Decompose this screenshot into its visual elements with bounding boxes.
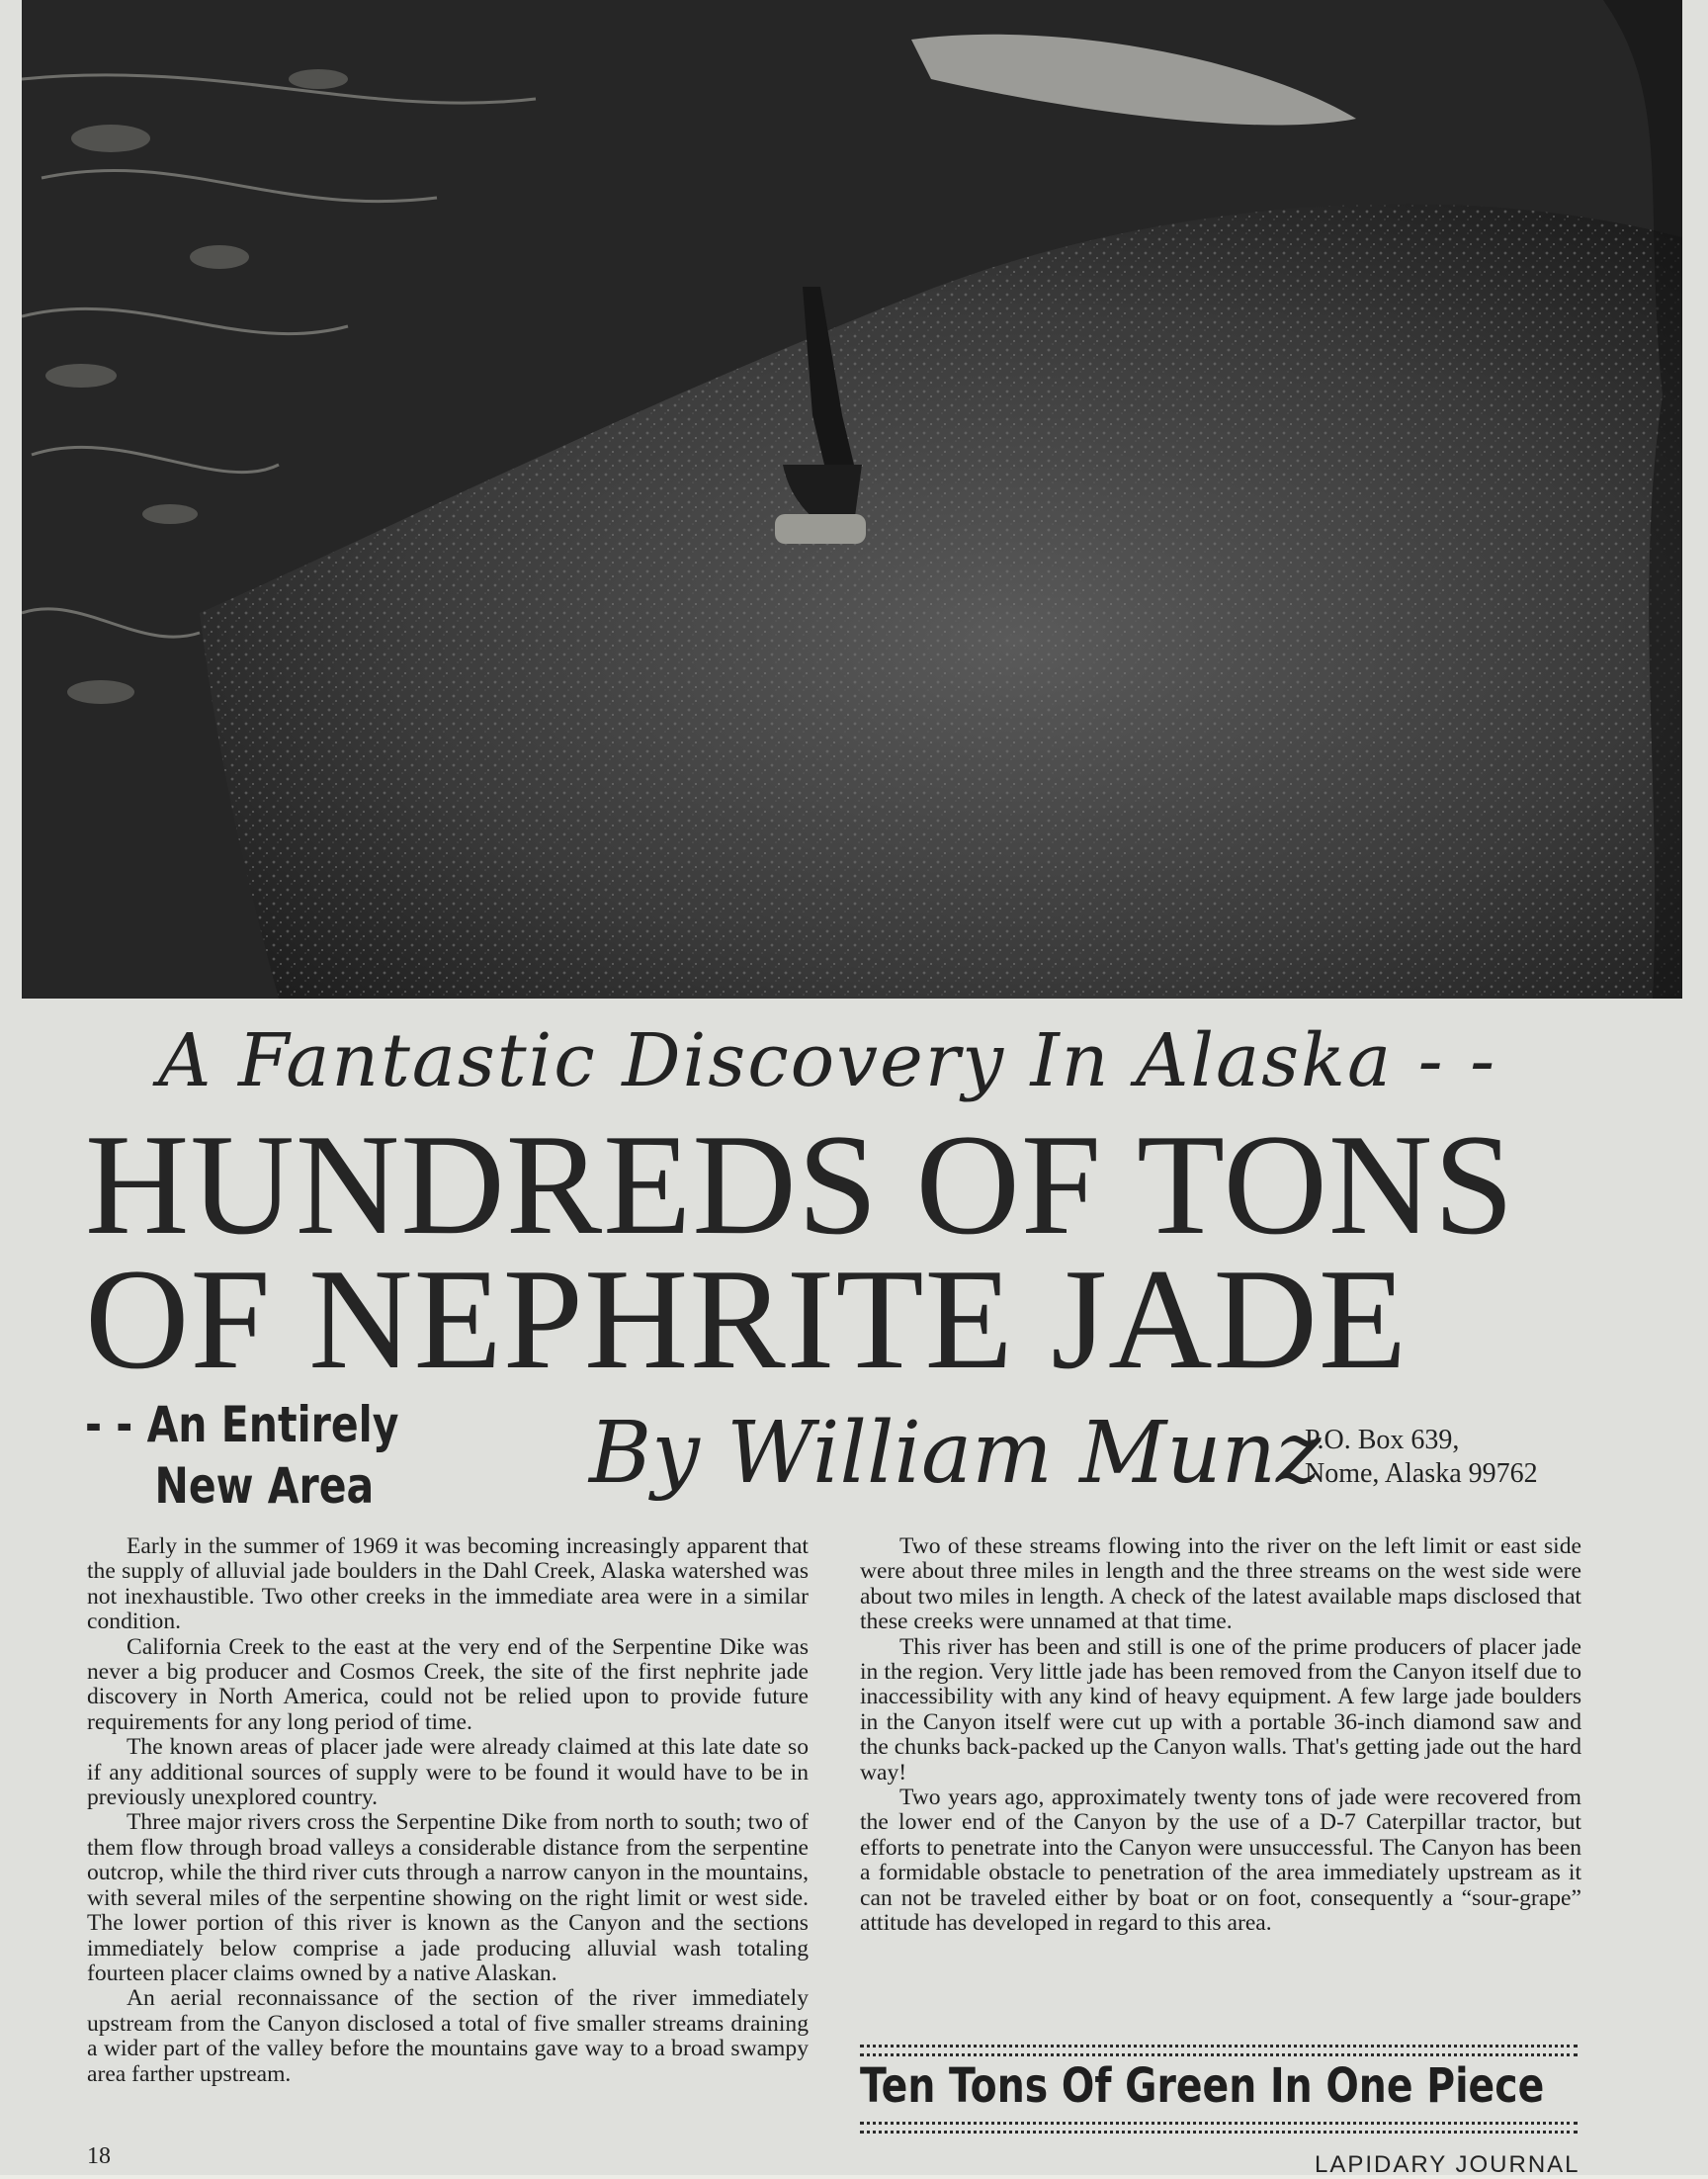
page-number: 18 <box>87 2143 111 2169</box>
paragraph: Three major rivers cross the Serpentine Dike from north to south; two of them flow through broad valleys a considerable distance from the serpentine outcrop, while the third river cuts through a narrow canyon in the mountains, with several miles of the serpentine showing on the right limit or west side. The lower portion of this river is known as the Canyon and the sections immediately below comprise a jade producing alluvial wash totaling fourteen placer claims owned by a native Alaskan. <box>87 1809 809 1986</box>
author-address <box>1305 1424 1601 1491</box>
paragraph: The known areas of placer jade were already claimed at this late date so if any additional sources of supply were to be found it would have to be in previously unexplored country. <box>87 1734 809 1811</box>
article-kicker: A Fantastic Discovery In Alaska - - <box>158 1018 1497 1103</box>
paragraph: Two years ago, approximately twenty tons of jade were recovered from the lower end of the Canyon by the use of a D-7 Caterpillar tractor, but efforts to penetrate into the Canyon were unsuccessful. The Canyon has been a formidable obstacle to penetration of the area immediately upstream as it can not be traveled either by boat or on foot, consequently a “sour-grape” attitude has developed in regard to this area. <box>860 1785 1581 1937</box>
journal-name: LAPIDARY JOURNAL <box>1315 2151 1580 2178</box>
address-line-1: P.O. Box 639, <box>1305 1425 1460 1455</box>
body-column-right <box>860 1534 1581 1937</box>
article-byline: By William Munz <box>589 1404 1322 1503</box>
subhead-line-2: New Area <box>154 1457 375 1515</box>
paragraph: An aerial reconnaissance of the section of the river immediately upstream from the Canyon disclosed a total of five smaller streams draining a wider part of the valley before the mountains gave way to a broad swampy area farther upstream. <box>87 1985 809 2087</box>
subhead-line-1: - - An Entirely <box>85 1396 399 1453</box>
photo-illustration <box>22 0 1682 999</box>
article-headline <box>85 1104 1627 1399</box>
headline-line-2: OF NEPHRITE JADE <box>85 1239 1409 1399</box>
paragraph: Early in the summer of 1969 it was becoming increasingly apparent that the supply of alluvial jade boulders in the Dahl Creek, Alaska watershed was not inexhaustible. Two other creeks in the immediate area were in a similar condition. <box>87 1533 809 1635</box>
address-line-2: Nome, Alaska 99762 <box>1305 1458 1538 1489</box>
body-column-left <box>87 1534 809 2087</box>
paragraph: Two of these streams flowing into the river on the left limit or east side were about three miles in length and the three streams on the west side were about two miles in length. A check of the latest available maps disclosed that these creeks were unnamed at that time. <box>860 1533 1581 1635</box>
paragraph: This river has been and still is one of the prime producers of placer jade in the region. Very little jade has been removed from the Canyon itself due to inaccessibility with any kind of heavy equipment. A few large jade boulders in the Canyon itself were cut up with a portable 36-inch diamond saw and the chunks back-packed up the Canyon walls. That's getting jade out the hard way! <box>860 1633 1581 1786</box>
paragraph: California Creek to the east at the very end of the Serpentine Dike was never a big producer and Cosmos Creek, the site of the first nephrite jade discovery in North America, could not be relied upon to provide future requirements for any long period of time. <box>87 1633 809 1735</box>
headline-line-1: HUNDREDS OF TONS <box>85 1104 1515 1264</box>
rifle-on-rock-photo <box>22 0 1682 999</box>
sidebar-rule-top <box>860 2045 1578 2056</box>
sidebar-title: Ten Tons Of Green In One Piece <box>860 2058 1545 2114</box>
article-subhead <box>85 1394 425 1517</box>
sidebar-rule-bottom <box>860 2122 1578 2134</box>
